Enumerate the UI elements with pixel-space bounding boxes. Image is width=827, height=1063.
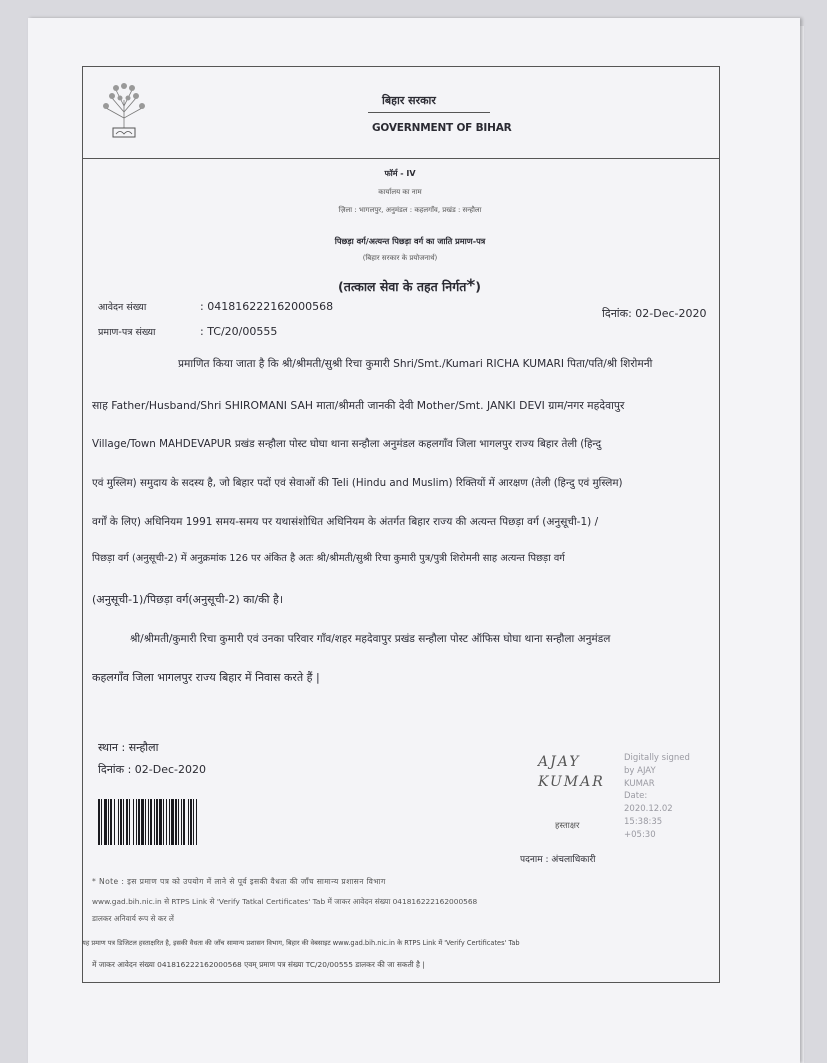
note-line: * Note : इस प्रमाण पत्र को उपयोग में लाने से पूर्व इसकी वैधता की जाँच सामान्य प्रशासन विभाग bbox=[92, 877, 386, 886]
digital-sign-line: KUMAR bbox=[624, 778, 655, 789]
body-line: श्री/श्रीमती/कुमारी रिचा कुमारी एवं उनका परिवार गाँव/शहर महदेवापुर प्रखंड सन्हौला पोस्ट ऑफिस घोघा थाना सन्हौला अनुमंडल bbox=[130, 633, 611, 645]
designation: पदनाम : अंचलाधिकारी bbox=[520, 855, 596, 865]
header-divider bbox=[82, 158, 719, 159]
header-hindi-title: बिहार सरकार bbox=[382, 94, 436, 107]
barcode-bar bbox=[175, 799, 177, 845]
barcode-bar bbox=[156, 799, 158, 845]
header-english-title: GOVERNMENT OF BIHAR bbox=[372, 122, 512, 134]
body-line: प्रमाणित किया जाता है कि श्री/श्रीमती/सुश्री रिचा कुमारी Shri/Smt./Kumari RICHA KUMARI पिता/पति/श्री शिरोमनी bbox=[178, 358, 653, 370]
digital-sign-line: Date: bbox=[624, 791, 648, 802]
barcode-bar bbox=[141, 799, 144, 845]
certificate-title: पिछड़ा वर्ग/अत्यन्त पिछड़ा वर्ग का जाति प्रमाण-पत्र bbox=[334, 236, 486, 246]
barcode-bar bbox=[183, 799, 185, 845]
barcode-bar bbox=[188, 799, 189, 845]
digital-sign-line: 15:38:35 bbox=[624, 816, 663, 827]
district-line: ज़िला : भागलपुर, अनुमंडल : कहलगाँव, प्रखंड : सन्हौला bbox=[338, 206, 482, 214]
digital-sign-line: 2020.12.02 bbox=[624, 804, 673, 815]
certificate-subtitle: (बिहार सरकार के प्रयोजनार्थ) bbox=[362, 254, 438, 262]
barcode-bar bbox=[154, 799, 155, 845]
digital-sign-line: Digitally signed bbox=[624, 753, 690, 763]
certificate-label: प्रमाण-पत्र संख्या bbox=[98, 327, 156, 338]
note-line: यह प्रमाण पत्र डिजिटल हस्ताक्षरित है, इसकी वैधता की जाँच सामान्य प्रशासन विभाग, बिहार की वेबसाइट www.gad.bih.nic.in के RTPS Link में 'Verify Certificates' Tab bbox=[82, 939, 520, 947]
body-line: Village/Town MAHDEVAPUR प्रखंड सन्हौला पोस्ट घोघा थाना सन्हौला अनुमंडल कहलगाँव जिला भागलपुर राज्य बिहार तेली (हिन्दु bbox=[92, 438, 602, 450]
barcode-bar bbox=[190, 799, 192, 845]
barcode-bar bbox=[178, 799, 179, 845]
barcode bbox=[98, 799, 262, 845]
footer-date: दिनांक : 02-Dec-2020 bbox=[98, 763, 207, 776]
barcode-bar bbox=[114, 799, 115, 845]
barcode-bar bbox=[166, 799, 167, 845]
barcode-bar bbox=[193, 799, 194, 845]
body-line: कहलगाँव जिला भागलपुर राज्य बिहार में निवास करते हैं | bbox=[92, 671, 320, 684]
tatkal-text: (तत्काल सेवा के तहत निर्गत bbox=[338, 279, 467, 294]
barcode-bar bbox=[181, 799, 182, 845]
barcode-bar bbox=[169, 799, 170, 845]
tatkal-close: ) bbox=[475, 279, 482, 294]
bihar-emblem-icon bbox=[96, 80, 152, 142]
barcode-bar bbox=[171, 799, 174, 845]
barcode-bar bbox=[110, 799, 112, 845]
note-line: में जाकर आवेदन संख्या 041816222162000568 एवम् प्रमाण पत्र संख्या TC/20/00555 डालकर की जा सकती है | bbox=[92, 960, 425, 969]
form-number: फॉर्म - IV bbox=[384, 169, 416, 178]
certificate-number: : TC/20/00555 bbox=[200, 325, 278, 338]
barcode-bar bbox=[123, 799, 124, 845]
digital-sign-line: by AJAY bbox=[624, 765, 656, 776]
barcode-bar bbox=[150, 799, 152, 845]
body-line: (अनुसूची-1)/पिछड़ा वर्ग(अनुसूची-2) का/की है। bbox=[92, 593, 284, 606]
signature-label: हस्ताक्षर bbox=[555, 821, 580, 831]
title-divider bbox=[368, 112, 490, 113]
place: स्थान : सन्हौला bbox=[98, 741, 159, 754]
digital-sign-line: +05:30 bbox=[624, 829, 656, 840]
barcode-bar bbox=[101, 799, 102, 845]
barcode-bar bbox=[129, 799, 130, 845]
digital-signature-block bbox=[624, 752, 704, 842]
barcode-bar bbox=[163, 799, 164, 845]
tatkal-note bbox=[338, 276, 481, 296]
barcode-bar bbox=[133, 799, 134, 845]
body-line: एवं मुस्लिम) समुदाय के सदस्य है, जो बिहार पदों एवं सेवाओं की Teli (Hindu and Muslim) रिक्तियों में आरक्षण (तेली (हिन्दु एवं मुस्लिम) bbox=[92, 477, 623, 489]
barcode-bar bbox=[159, 799, 162, 845]
barcode-bar bbox=[108, 799, 109, 845]
barcode-bar bbox=[98, 799, 100, 845]
barcode-bar bbox=[136, 799, 137, 845]
body-line: साह Father/Husband/Shri SHIROMANI SAH माता/श्रीमती जानकी देवी Mother/Smt. JANKI DEVI ग्राम/नगर महदेवापुर bbox=[92, 399, 625, 412]
application-label: आवेदन संख्या bbox=[98, 302, 147, 313]
barcode-bar bbox=[118, 799, 119, 845]
barcode-bar bbox=[120, 799, 122, 845]
issue-date: दिनांक: 02-Dec-2020 bbox=[602, 307, 707, 320]
barcode-bar bbox=[148, 799, 149, 845]
barcode-bar bbox=[126, 799, 128, 845]
note-line: www.gad.bih.nic.in से RTPS Link से 'Verify Tatkal Certificates' Tab में जाकर आवेदन संख्या 041816222162000568 bbox=[92, 897, 478, 906]
note-line: डालकर अनिवार्य रूप से कर लें bbox=[92, 914, 174, 923]
office-name: कार्यालय का नाम bbox=[378, 188, 422, 196]
signature: AJAY KUMAR bbox=[538, 754, 605, 790]
barcode-bar bbox=[104, 799, 107, 845]
body-line: वर्गों के लिए) अधिनियम 1991 समय-समय पर यथासंशोधित अधिनियम के अंतर्गत बिहार राज्य की अत्यन्त पिछड़ा वर्ग (अनुसूची-1) / bbox=[92, 516, 599, 528]
tatkal-star: * bbox=[466, 276, 476, 296]
barcode-bar bbox=[138, 799, 140, 845]
body-line: पिछड़ा वर्ग (अनुसूची-2) में अनुक्रमांक 126 पर अंकित है अतः श्री/श्रीमती/सुश्री रिचा कुमारी पुत्र/पुत्री शिरोमनी साह अत्यन्त पिछड़ा वर्ग bbox=[92, 553, 565, 564]
application-number: : 041816222162000568 bbox=[200, 300, 334, 313]
barcode-bar bbox=[196, 799, 197, 845]
barcode-bar bbox=[145, 799, 146, 845]
